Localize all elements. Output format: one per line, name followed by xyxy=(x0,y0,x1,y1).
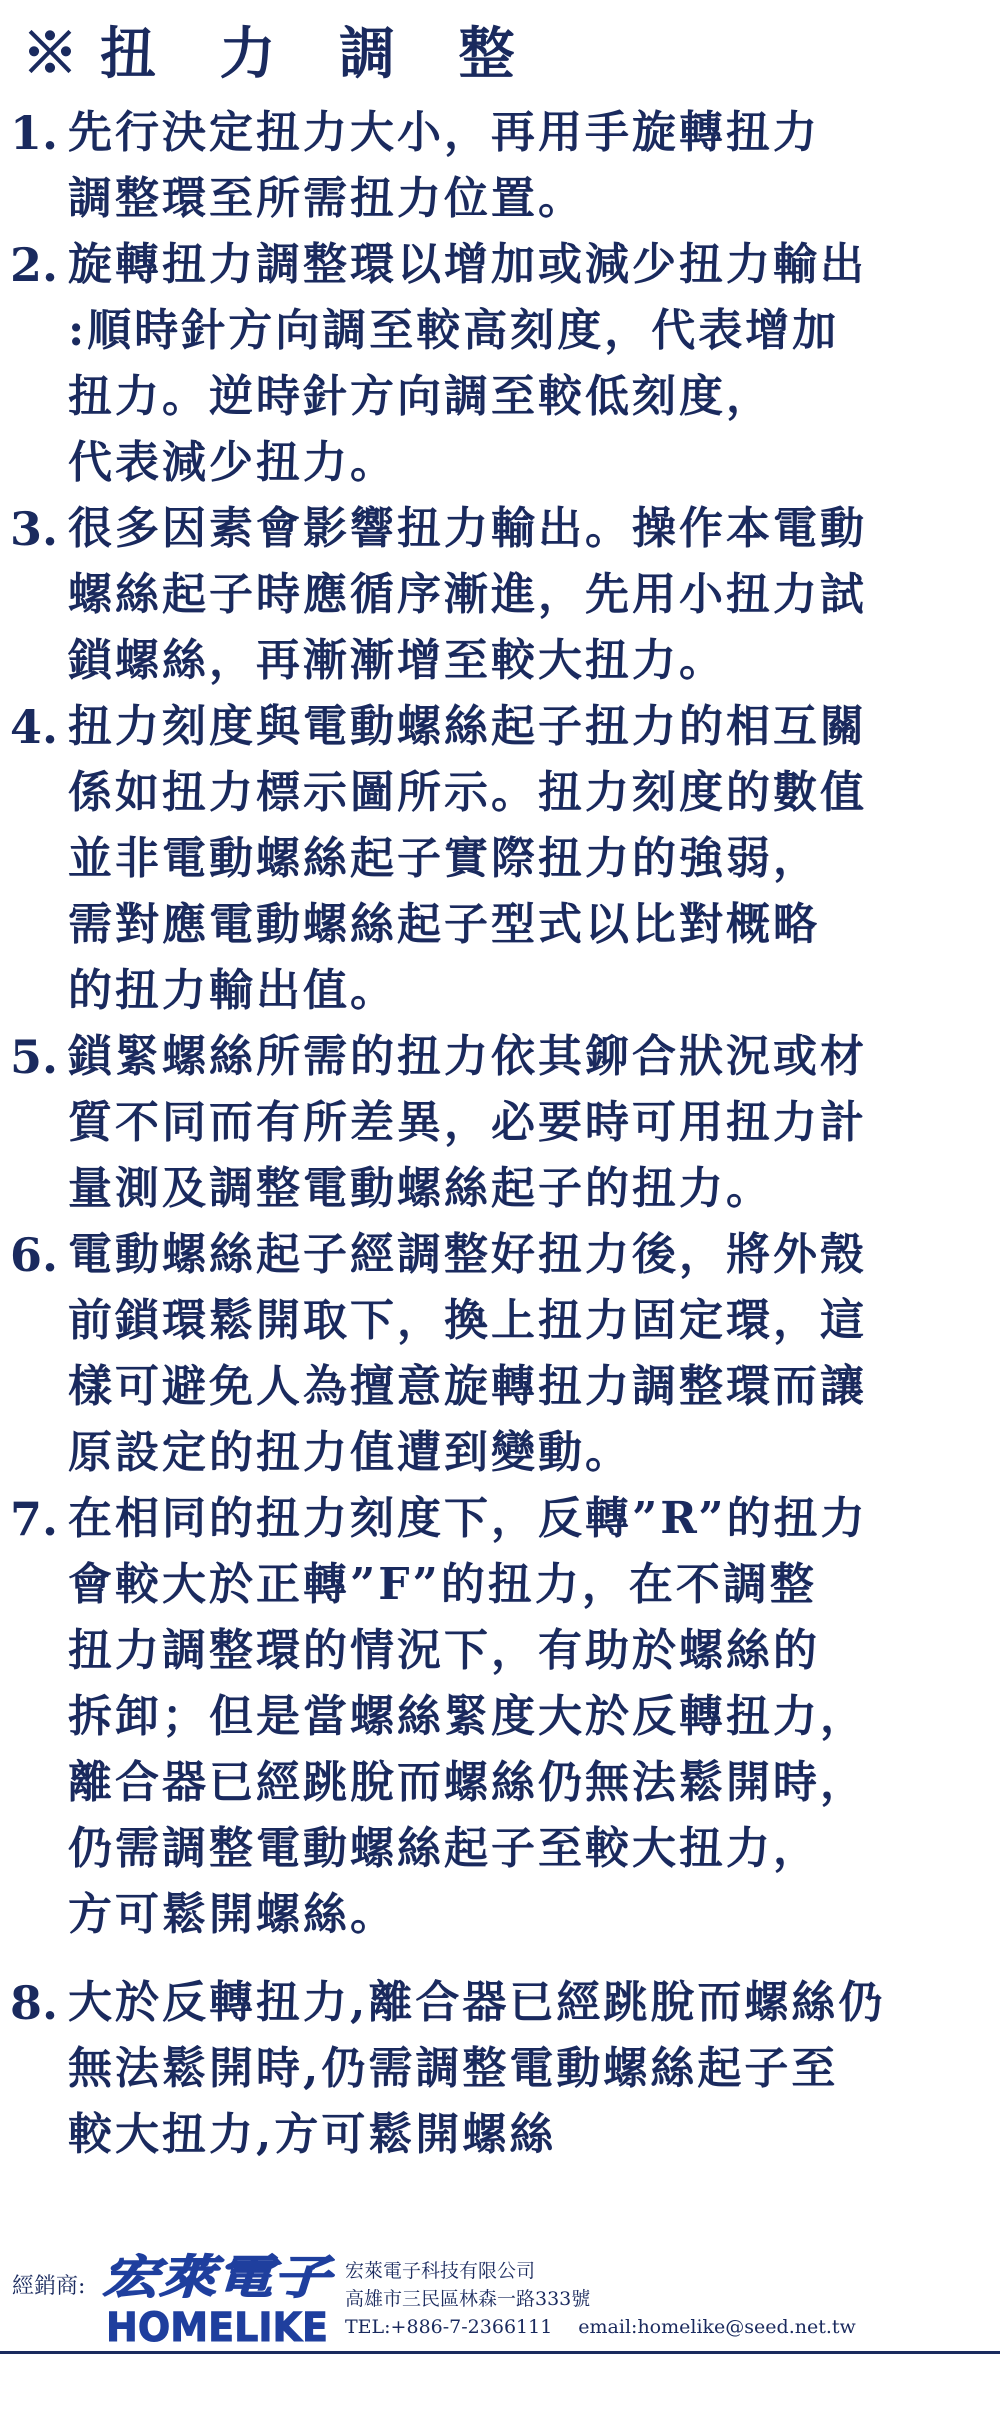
list-item xyxy=(10,1970,995,2168)
list-item xyxy=(10,1222,995,1486)
item-number: 7. xyxy=(10,1492,59,1546)
item-line: 並非電動螺絲起子實際扭力的強弱， xyxy=(68,833,820,884)
item-line: 仍需調整電動螺絲起子至較大扭力， xyxy=(68,1823,820,1874)
footer-divider xyxy=(0,2351,1000,2354)
list-item xyxy=(10,232,995,496)
item-line: 鎖緊螺絲所需的扭力依其鉚合狀況或材 xyxy=(68,1031,867,1082)
item-line: 旋轉扭力調整環以增加或減少扭力輸出 xyxy=(68,239,867,290)
item-line: 無法鬆開時,仍需調整電動螺絲起子至 xyxy=(68,2043,839,2094)
item-number: 5. xyxy=(10,1030,59,1084)
list-item xyxy=(10,496,995,694)
item-line: 質不同而有所差異，必要時可用扭力計 xyxy=(68,1097,867,1148)
homelike-logo xyxy=(100,2243,335,2348)
item-line: 係如扭力標示圖所示。扭力刻度的數值 xyxy=(68,767,867,818)
company-info xyxy=(345,2257,856,2341)
list-item xyxy=(10,694,995,1024)
company-contact xyxy=(345,2313,856,2341)
item-line: 需對應電動螺絲起子型式以比對概略 xyxy=(68,899,820,950)
item-line: 離合器已經跳脫而螺絲仍無法鬆開時， xyxy=(68,1757,867,1808)
item-line: 量測及調整電動螺絲起子的扭力。 xyxy=(68,1163,773,1214)
item-line: 樣可避免人為擅意旋轉扭力調整環而讓 xyxy=(68,1361,867,1412)
company-tel: TEL:+886-7-2366111 xyxy=(345,2316,553,2338)
item-line: 調整環至所需扭力位置。 xyxy=(68,173,585,224)
item-line: 在相同的扭力刻度下，反轉”R”的扭力 xyxy=(68,1493,868,1544)
list-item xyxy=(10,1486,995,1948)
distributor-footer xyxy=(0,2225,1000,2410)
item-number: 8. xyxy=(10,1976,59,2030)
item-line: 扭力。逆時針方向調至較低刻度， xyxy=(68,371,773,422)
item-line: 很多因素會影響扭力輸出。操作本電動 xyxy=(68,503,867,554)
item-line: 拆卸；但是當螺絲緊度大於反轉扭力， xyxy=(68,1691,867,1742)
item-line: :順時針方向調至較高刻度，代表增加 xyxy=(68,305,840,356)
item-line: 先行決定扭力大小，再用手旋轉扭力 xyxy=(68,107,820,158)
item-line: 方可鬆開螺絲。 xyxy=(68,1889,397,1940)
item-line: 大於反轉扭力,離合器已經跳脫而螺絲仍 xyxy=(68,1977,886,2028)
item-line: 原設定的扭力值遭到變動。 xyxy=(68,1427,632,1478)
company-name: 宏萊電子科技有限公司 xyxy=(345,2260,536,2282)
page-title: ※扭 力 調 整 xyxy=(22,21,537,87)
item-line: 螺絲起子時應循序漸進，先用小扭力試 xyxy=(68,569,867,620)
item-line: 代表減少扭力。 xyxy=(68,437,397,488)
item-line: 電動螺絲起子經調整好扭力後，將外殼 xyxy=(68,1229,867,1280)
list-item xyxy=(10,100,995,232)
item-line: 鎖螺絲，再漸漸增至較大扭力。 xyxy=(68,635,726,686)
logo-chinese: 宏萊電子 xyxy=(102,2250,335,2304)
company-address: 高雄市三民區林森一路333號 xyxy=(345,2288,591,2310)
company-email: email:homelike@seed.net.tw xyxy=(578,2316,856,2338)
item-line: 會較大於正轉”F”的扭力，在不調整 xyxy=(68,1559,817,1610)
item-number: 1. xyxy=(10,106,59,160)
item-line: 較大扭力,方可鬆開螺絲 xyxy=(68,2109,557,2160)
instruction-list xyxy=(10,100,995,2168)
item-line: 扭力刻度與電動螺絲起子扭力的相互關 xyxy=(68,701,867,752)
item-number: 6. xyxy=(10,1228,59,1282)
item-line: 的扭力輸出值。 xyxy=(68,965,397,1016)
item-line: 扭力調整環的情況下，有助於螺絲的 xyxy=(68,1625,820,1676)
item-number: 4. xyxy=(10,700,59,754)
list-item xyxy=(10,1024,995,1222)
distributor-label: 經銷商: xyxy=(12,2274,86,2299)
item-number: 3. xyxy=(10,502,59,556)
item-number: 2. xyxy=(10,238,59,292)
item-line: 前鎖環鬆開取下，換上扭力固定環，這 xyxy=(68,1295,867,1346)
logo-english: HOMELIKE xyxy=(106,2305,328,2348)
